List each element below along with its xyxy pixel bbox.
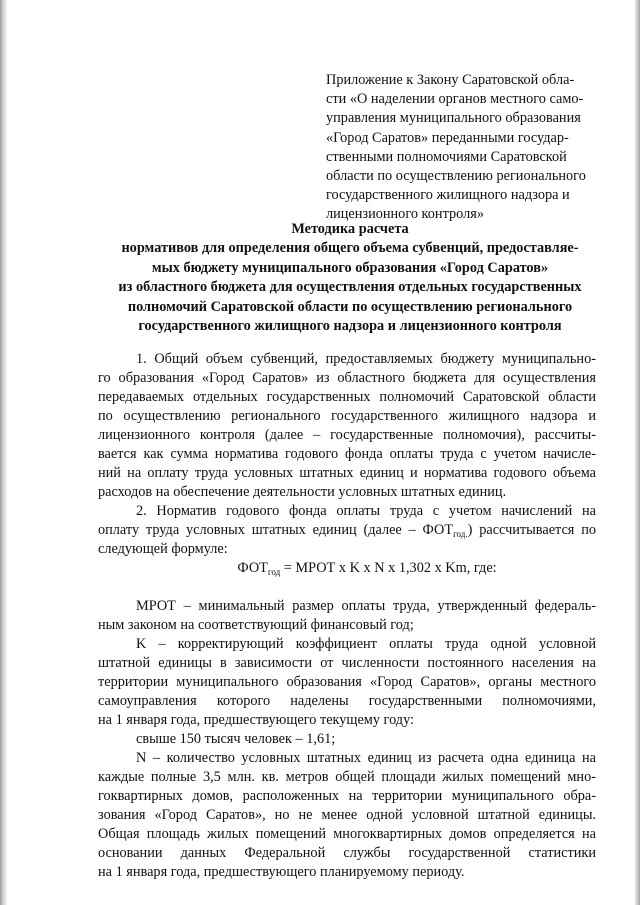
- text-line: N – количество условных штатных единиц из расчета одна единица на: [136, 750, 596, 766]
- document-body: [98, 350, 596, 882]
- appendix-line: области по осуществлению регионального: [326, 168, 586, 185]
- appendix-line: Приложение к Закону Саратовской обла-: [326, 72, 575, 88]
- text-line: расходов на обеспечение деятельности условных штатных единиц.: [98, 484, 507, 500]
- title-line: мых бюджету муниципального образования «Город Саратов»: [151, 259, 549, 276]
- text-line: на 1 января года, предшествующего планируемому периоду.: [98, 864, 465, 880]
- text-line: 1. Общий объем субвенций, предоставляемых бюджету муниципально-: [136, 351, 596, 367]
- appendix-line: управления муниципального образования: [326, 110, 581, 127]
- paragraph-1: [98, 350, 596, 502]
- title-line: из областного бюджета для осуществления отдельных государственных: [118, 279, 582, 296]
- appendix-line: «Город Саратов» переданными государ-: [326, 129, 569, 146]
- title-line: полномочий Саратовской области по осуществлению регионального: [127, 298, 573, 315]
- text-line: 2. Норматив годового фонда оплаты труда с учетом начислений на: [136, 503, 596, 519]
- scan-edge-left: [0, 0, 7, 905]
- formula-subscript: год: [267, 567, 281, 577]
- text-line: каждые полные 3,5 млн. кв. метров общей площади жилых помещений мно-: [98, 769, 596, 785]
- text-line: лицензионного контроля (далее – государственные полномочия), рассчиты-: [98, 427, 596, 443]
- text-line: по осуществлению регионального государственного жилищного надзора и: [98, 408, 596, 424]
- text-line: самоуправления которого наделены государственными полномочиями,: [98, 693, 596, 709]
- title-line: государственного жилищного надзора и лицензионного контроля: [138, 318, 562, 335]
- paragraph-2: [98, 502, 596, 559]
- text-line: следующей формуле:: [98, 541, 228, 557]
- formula: [98, 559, 596, 578]
- text-line: зования «Город Саратов», но не менее одной условной штатной единицы.: [98, 807, 596, 823]
- definition-mrot: [98, 597, 596, 635]
- title-line: Методика расчета: [291, 221, 409, 237]
- formula-lhs: ФОТ: [237, 560, 268, 576]
- text-line: гоквартирных домов, расположенных на территории муниципального обра-: [98, 788, 596, 804]
- text-line: Общая площадь жилых помещений многоквартирных домов определяется на: [98, 826, 596, 842]
- appendix-line: лицензионного контроля»: [326, 206, 484, 223]
- k-value: свыше 150 тысяч человек – 1,61;: [136, 731, 336, 747]
- appendix-note: [326, 71, 598, 225]
- spacer: [98, 578, 596, 597]
- text-line: ний на оплату труда условных штатных единиц и норматива годового объема: [98, 465, 596, 481]
- title-line: нормативов для определения общего объема субвенций, предоставляе-: [121, 240, 579, 257]
- definition-n: [98, 749, 596, 882]
- text-line: го образования «Город Саратов» из областного бюджета для осуществления: [98, 370, 596, 386]
- appendix-line: сти «О наделении органов местного само-: [326, 91, 584, 108]
- definition-k: [98, 635, 596, 749]
- text-line: K – корректирующий коэффициент оплаты труда одной условной: [136, 636, 596, 652]
- text-line: вается как сумма норматива годового фонда оплаты труда с учетом начисле-: [98, 446, 596, 462]
- document-title: [95, 220, 605, 336]
- text-fragment: ) рассчитывается по: [467, 522, 596, 538]
- scan-edge-right: [635, 0, 640, 905]
- text-line: штатной единицы в зависимости от численности постоянного населения на: [98, 655, 596, 671]
- text-line: на 1 января года, предшествующего текущему году:: [98, 712, 415, 728]
- text-line: МРОТ – минимальный размер оплаты труда, утвержденный федераль-: [136, 598, 596, 614]
- formula-rhs: = МРОТ х K х N х 1,302 х Km, где:: [280, 560, 497, 576]
- subscript: год.: [453, 529, 468, 539]
- text-line: передаваемых отдельных государственных полномочий Саратовской области: [98, 389, 596, 405]
- text-line: [98, 521, 596, 540]
- appendix-line: государственного жилищного надзора и: [326, 187, 570, 204]
- appendix-line: ственными полномочиями Саратовской: [326, 148, 567, 165]
- text-line: территории муниципального образования «Город Саратов», органы местного: [98, 674, 596, 690]
- text-line: ным законом на соответствующий финансовый год;: [98, 617, 414, 633]
- text-fragment: оплату труда условных штатных единиц (далее – ФОТ: [98, 522, 454, 538]
- text-line: основании данных Федеральной службы государственной статистики: [98, 845, 596, 861]
